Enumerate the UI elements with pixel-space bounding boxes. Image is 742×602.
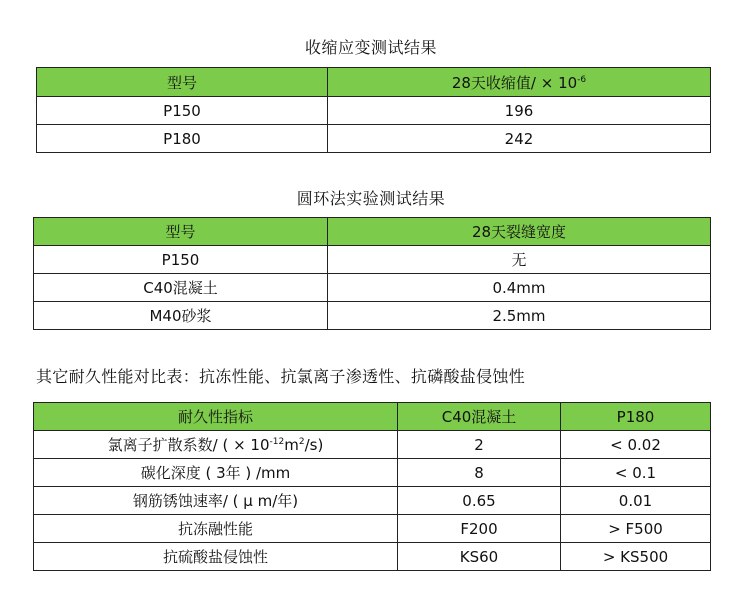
- cell-model: P150: [34, 246, 328, 274]
- table-row: [37, 125, 711, 153]
- cell-value: 无: [328, 246, 711, 274]
- cell-p180: 0.01: [561, 487, 711, 515]
- cell-p180: < 0.1: [561, 459, 711, 487]
- cell-indicator: 钢筋锈蚀速率/ ( μ m/年): [34, 487, 398, 515]
- shrinkage-title: 收缩应变测试结果: [304, 38, 437, 57]
- table-row: [37, 97, 711, 125]
- ring-title: 圆环法实验测试结果: [296, 189, 446, 208]
- table-row: [34, 302, 711, 330]
- cell-c40: 0.65: [398, 487, 561, 515]
- header-model: 型号: [34, 218, 328, 246]
- cell-indicator: 氯离子扩散系数/ ( × $10^{-12}m^2/s$): [34, 431, 398, 459]
- cell-indicator: 碳化深度 ( 3年 ) /mm: [34, 459, 398, 487]
- cell-c40: 2: [398, 431, 561, 459]
- cell-c40: KS60: [398, 543, 561, 571]
- cell-value: 196: [328, 97, 711, 125]
- cell-p180: > KS500: [561, 543, 711, 571]
- cell-c40: F200: [398, 515, 561, 543]
- table-header-row: [34, 218, 711, 246]
- cell-value: 2.5mm: [328, 302, 711, 330]
- table-row: [34, 459, 711, 487]
- durability-table: [33, 402, 711, 571]
- cell-p180: > F500: [561, 515, 711, 543]
- table-row: [34, 246, 711, 274]
- cell-model: M40砂浆: [34, 302, 328, 330]
- cell-model: P180: [37, 125, 328, 153]
- table-row: [34, 543, 711, 571]
- table-row: [34, 515, 711, 543]
- header-model: 型号: [37, 68, 328, 97]
- cell-c40: 8: [398, 459, 561, 487]
- durability-caption: 其它耐久性能对比表：抗冻性能、抗氯离子渗透性、抗磷酸盐侵蚀性: [36, 367, 526, 386]
- table-header-row: [37, 68, 711, 97]
- header-p180: P180: [561, 403, 711, 431]
- table-row: [34, 487, 711, 515]
- table-row: [34, 274, 711, 302]
- cell-value: 0.4mm: [328, 274, 711, 302]
- cell-indicator: 抗硫酸盐侵蚀性: [34, 543, 398, 571]
- cell-p180: < 0.02: [561, 431, 711, 459]
- header-indicator: 耐久性指标: [34, 403, 398, 431]
- header-crack-width: 28天裂缝宽度: [328, 218, 711, 246]
- header-shrinkage-value: 28天收缩值/ × $10^{-6}$: [328, 68, 711, 97]
- table-row: [34, 431, 711, 459]
- cell-indicator: 抗冻融性能: [34, 515, 398, 543]
- ring-table: [33, 217, 711, 330]
- shrinkage-table: [36, 67, 711, 153]
- cell-value: 242: [328, 125, 711, 153]
- header-c40: C40混凝土: [398, 403, 561, 431]
- cell-model: P150: [37, 97, 328, 125]
- table-header-row: [34, 403, 711, 431]
- cell-model: C40混凝土: [34, 274, 328, 302]
